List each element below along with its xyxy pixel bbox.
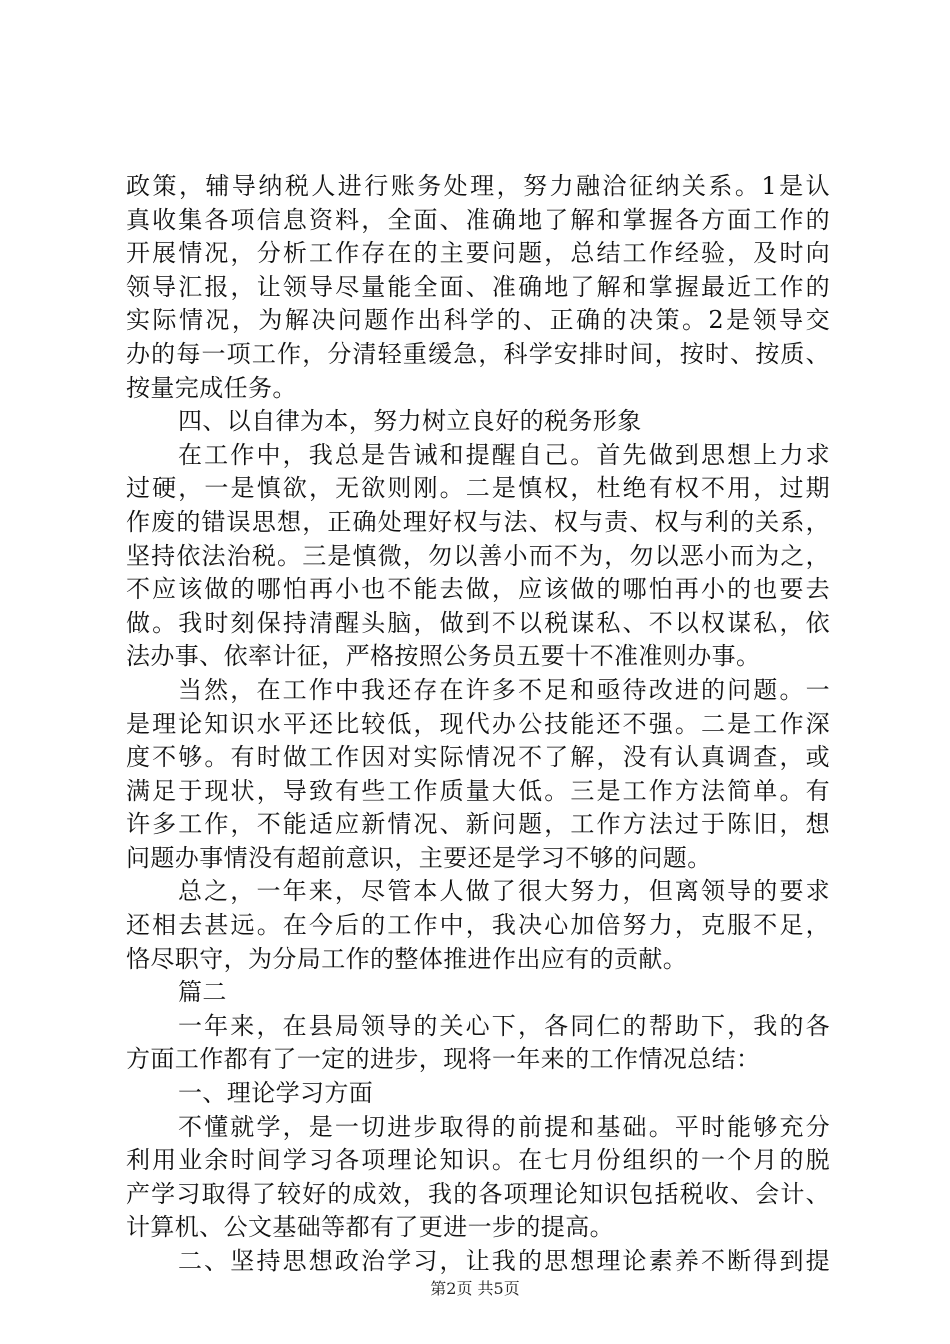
text-line: 恪尽职守，为分局工作的整体推进作出应有的贡献。 <box>126 944 688 973</box>
text-line: 一年来，在县局领导的关心下，各同仁的帮助下，我的各 <box>178 1011 830 1040</box>
text-line: 度不够。有时做工作因对实际情况不了解，没有认真调查，或 <box>126 743 830 772</box>
text-line: 领导汇报，让领导尽量能全面、准确地了解和掌握最近工作的 <box>126 272 830 301</box>
text-line: 实际情况，为解决问题作出科学的、正确的决策。2是领导交 <box>126 306 830 335</box>
text-line: 满足于现状，导致有些工作质量大低。三是工作方法简单。有 <box>126 776 830 805</box>
text-line: 一、理论学习方面 <box>178 1079 374 1108</box>
text-line: 开展情况，分析工作存在的主要问题，总结工作经验，及时向 <box>126 239 830 268</box>
text-line: 四、以自律为本，努力树立良好的税务形象 <box>178 407 642 436</box>
text-line: 在工作中，我总是告诫和提醒自己。首先做到思想上力求 <box>178 440 830 469</box>
text-line: 作废的错误思想，正确处理好权与法、权与责、权与利的关系， <box>126 507 830 536</box>
text-line: 坚持依法治税。三是慎微，勿以善小而不为，勿以恶小而为之， <box>126 541 830 570</box>
text-line: 按量完成任务。 <box>126 373 297 402</box>
text-line: 问题办事情没有超前意识，主要还是学习不够的问题。 <box>126 843 712 872</box>
text-line: 二、坚持思想政治学习，让我的思想理论素养不断得到提 <box>178 1247 830 1275</box>
text-line: 篇二 <box>178 978 227 1007</box>
text-line: 法办事、依率计征，严格按照公务员五要十不准准则办事。 <box>126 642 761 671</box>
text-line: 做。我时刻保持清醒头脑，做到不以税谋私、不以权谋私，依 <box>126 608 830 637</box>
body-text <box>126 170 830 1279</box>
text-line: 利用业余时间学习各项理论知识。在七月份组织的一个月的脱 <box>126 1146 830 1175</box>
text-line: 办的每一项工作，分清轻重缓急，科学安排时间，按时、按质、 <box>126 339 830 368</box>
text-line: 过硬，一是慎欲，无欲则刚。二是慎权，杜绝有权不用，过期 <box>126 474 830 503</box>
page-footer: 第2页 共5页 <box>430 1279 520 1298</box>
text-line: 总之，一年来，尽管本人做了很大努力，但离领导的要求 <box>178 877 830 906</box>
text-line: 方面工作都有了一定的进步，现将一年来的工作情况总结： <box>126 1045 761 1074</box>
text-line: 产学习取得了较好的成效，我的各项理论知识包括税收、会计、 <box>126 1179 830 1208</box>
text-line: 真收集各项信息资料，全面、准确地了解和掌握各方面工作的 <box>126 205 830 234</box>
text-line: 是理论知识水平还比较低，现代办公技能还不强。二是工作深 <box>126 709 830 738</box>
text-line: 许多工作，不能适应新情况、新问题，工作方法过于陈旧，想 <box>126 810 830 839</box>
text-line: 当然，在工作中我还存在许多不足和亟待改进的问题。一 <box>178 675 830 704</box>
text-line: 不应该做的哪怕再小也不能去做，应该做的哪怕再小的也要去 <box>126 575 830 604</box>
text-line: 计算机、公文基础等都有了更进一步的提高。 <box>126 1213 614 1242</box>
text-line: 不懂就学，是一切进步取得的前提和基础。平时能够充分 <box>178 1112 830 1141</box>
text-line: 还相去甚远。在今后的工作中，我决心加倍努力，克服不足， <box>126 911 830 940</box>
text-line: 政策，辅导纳税人进行账务处理，努力融洽征纳关系。1是认 <box>126 172 830 200</box>
